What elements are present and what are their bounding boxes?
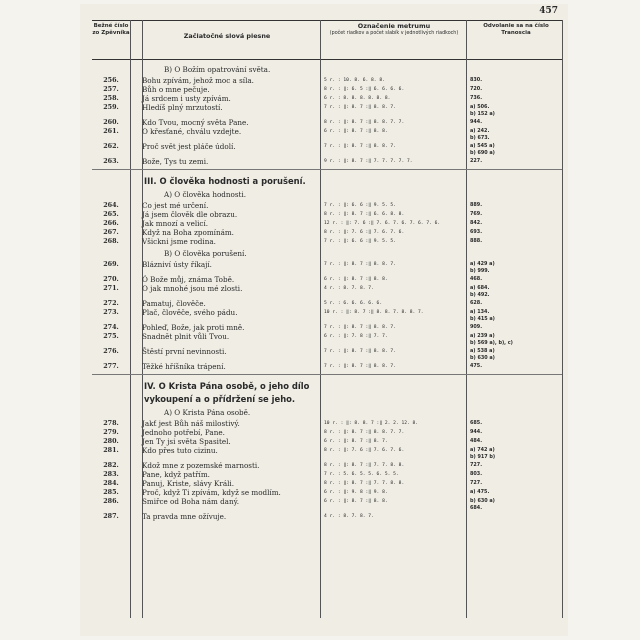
- song-number: 265.: [103, 210, 119, 218]
- section-heading-row: [92, 394, 562, 405]
- song-number: 273.: [103, 308, 119, 316]
- tranoscius-ref: a) 134.: [470, 309, 490, 315]
- song-meter: 7 r. : ‖: 8. 7 :‖ 8. 8. 7.: [324, 325, 396, 330]
- song-title: Bohu zpívám, jehož moc a síla.: [142, 76, 254, 85]
- song-number: 258.: [103, 94, 119, 102]
- tranoscius-ref: 944.: [470, 119, 483, 125]
- tranoscius-ref: a) 239 a): [470, 333, 495, 339]
- song-number: 282.: [103, 461, 119, 469]
- song-title: O křesťané, chválu vzdejte.: [142, 127, 242, 136]
- header-col-meter-label: Označenie metrumu: [357, 22, 431, 30]
- song-meter: 4 r. : 8. 7. 8. 7.: [324, 286, 374, 291]
- tranoscius-ref: a) 242.: [470, 128, 490, 134]
- song-number: 275.: [103, 332, 119, 340]
- subsection-heading: B) O člověka porušení.: [164, 249, 247, 258]
- song-meter: 5 r. : 6. 6. 6. 6. 6.: [324, 301, 383, 306]
- song-meter: 10 r. : ‖: 8. 8. 7 :‖ 2. 2. 12. 8.: [324, 421, 419, 426]
- song-title: Jen Ty jsi světa Spasitel.: [142, 437, 231, 446]
- song-title: Když na Boha zpomínám.: [142, 228, 234, 237]
- song-title: Snadnět plnit vůli Tvou.: [142, 332, 230, 341]
- song-row: [92, 362, 562, 371]
- song-number: 272.: [103, 299, 119, 307]
- song-row: [92, 275, 562, 284]
- tranoscius-ref: b) 999.: [470, 268, 490, 274]
- song-title: Hledíš plný mrzutostí.: [142, 103, 223, 112]
- song-meter: 6 r. : ‖: 8. 7 :‖ 8. 7.: [324, 439, 388, 444]
- subsection-heading: A) O Krista Pána osobě.: [164, 408, 251, 417]
- song-number: 264.: [103, 201, 119, 209]
- tranoscius-ref: 475.: [470, 363, 483, 369]
- song-row: [92, 299, 562, 308]
- song-number: 287.: [103, 512, 119, 520]
- song-row: [92, 85, 562, 94]
- tranoscius-ref: 684.: [470, 505, 483, 511]
- song-title: Bůh o mne pečuje.: [142, 85, 210, 94]
- tranoscius-ref: b) 673.: [470, 135, 490, 141]
- song-number: 274.: [103, 323, 119, 331]
- song-row: [92, 157, 562, 166]
- song-title: Všickni jsme rodina.: [142, 237, 216, 246]
- section-heading-row: [92, 176, 562, 187]
- header-col-meter-sub: (počet riadkov a počet slabík v jednotlivých riadkoch): [329, 31, 459, 36]
- song-title: Ó Bože můj, známa Tobě.: [142, 275, 235, 284]
- song-number: 257.: [103, 85, 119, 93]
- song-meter: 9 r. : ‖: 8. 7 :‖ 7. 7. 7. 7. 7.: [324, 159, 413, 164]
- tranoscius-ref: a) 684.: [470, 285, 490, 291]
- song-row: [92, 323, 562, 332]
- table-header: [92, 20, 562, 60]
- song-number: 260.: [103, 118, 119, 126]
- tranoscius-ref: a) 506.: [470, 104, 490, 110]
- song-title: Blázniví ústy říkají.: [142, 260, 212, 269]
- tranoscius-ref: b) 690 a): [470, 150, 495, 156]
- song-meter: 8 r. : ‖: 8. 7 :‖ 7. 7. 8. 8.: [324, 481, 405, 486]
- song-meter: 7 r. : ‖: 8. 7 :‖ 8. 8. 7.: [324, 144, 396, 149]
- song-meter: 8 r. : ‖: 7. 6 :‖ 7. 6. 7. 6.: [324, 230, 405, 235]
- song-row: [92, 461, 562, 470]
- song-meter: 6 r. : ‖: 9. 8 :‖ 9. 8.: [324, 490, 388, 495]
- song-meter: 10 r. : ‖: 8. 7 :‖ 8. 8. 7. 8. 8. 7.: [324, 310, 424, 315]
- song-meter: 5 r. : 10. 8. 6. 8. 8.: [324, 78, 385, 83]
- song-meter: 8 r. : ‖: 8. 7 :‖ 7. 7. 8. 8.: [324, 463, 405, 468]
- tranoscius-ref: 889.: [470, 202, 483, 208]
- song-row: [92, 201, 562, 210]
- song-row: [92, 219, 562, 228]
- song-meter: 6 r. : ‖: 8. 7 :‖ 8. 8.: [324, 129, 388, 134]
- song-meter: 8 r. : ‖: 6. 5 :‖ 6. 6. 6. 6.: [324, 87, 405, 92]
- song-meter: 4 r. : 8. 7. 8. 7.: [324, 514, 374, 519]
- song-meter: 7 r. : ‖: 6. 6 :‖ 9. 5. 5.: [324, 203, 396, 208]
- tranoscius-ref: a) 429 a): [470, 261, 495, 267]
- tranoscius-ref: 685.: [470, 420, 483, 426]
- song-title: Kdo přes tuto cizinu.: [142, 446, 218, 455]
- song-row: [92, 428, 562, 437]
- subsection-heading-row: [92, 190, 562, 199]
- song-number: 283.: [103, 470, 119, 478]
- song-meter: 8 r. : ‖: 8. 7 :‖ 8. 8. 7. 7.: [324, 120, 405, 125]
- subsection-heading: A) O člověka hodnosti.: [164, 190, 247, 199]
- tranoscius-ref: 736.: [470, 95, 483, 101]
- tranoscius-ref: 484.: [470, 438, 483, 444]
- song-row: [92, 437, 562, 446]
- song-row: [92, 76, 562, 85]
- song-meter: 12 r. : ‖: 7. 6 :‖ 7. 6. 7. 6. 7. 6. 7. 6.: [324, 221, 441, 226]
- song-number: 263.: [103, 157, 119, 165]
- song-title: Panuj, Kriste, slávy Králi.: [142, 479, 235, 488]
- tranoscius-ref: b) 917 b): [470, 454, 496, 460]
- tranoscius-ref: 720.: [470, 86, 483, 92]
- song-meter: 7 r. : ‖: 8. 7 :‖ 8. 8. 7.: [324, 262, 396, 267]
- tranoscius-ref: a) 475.: [470, 489, 490, 495]
- song-meter: 7 r. : ‖: 8. 7 :‖ 8. 8. 7.: [324, 364, 396, 369]
- song-row: [92, 118, 562, 127]
- song-title: Proč svět jest pláče údolí.: [142, 142, 236, 151]
- song-number: 277.: [103, 362, 119, 370]
- song-number: 269.: [103, 260, 119, 268]
- song-row: [92, 419, 562, 428]
- song-meter: 6 r. : ‖: 7. 8 :‖ 7. 7.: [324, 334, 388, 339]
- tranoscius-ref: 468.: [470, 276, 483, 282]
- tranoscius-ref: 727.: [470, 480, 483, 486]
- tranoscius-ref: 693.: [470, 229, 483, 235]
- page-number: 457: [539, 6, 558, 16]
- song-title: Jakť jest Bůh náš milostivý.: [142, 419, 240, 428]
- tranoscius-ref: a) 538 a): [470, 348, 495, 354]
- song-meter: 7 r. : ‖: 6. 6 :‖ 9. 5. 5.: [324, 239, 396, 244]
- song-meter: 8 r. : ‖: 8. 7 :‖ 6. 6. 8. 8.: [324, 212, 405, 217]
- song-title: Co jest mé určení.: [142, 201, 209, 210]
- section-heading-row: [92, 381, 562, 392]
- song-number: 280.: [103, 437, 119, 445]
- song-number: 284.: [103, 479, 119, 487]
- section-heading: IV. O Krista Pána osobě, o jeho dílo: [144, 381, 310, 391]
- song-number: 266.: [103, 219, 119, 227]
- tranoscius-ref: 227.: [470, 158, 483, 164]
- tranoscius-ref: b) 152 a): [470, 111, 495, 117]
- hymnal-page: [80, 4, 568, 636]
- song-number: 268.: [103, 237, 119, 245]
- song-meter: 7 r. : ‖: 8. 7 :‖ 8. 8. 7.: [324, 349, 396, 354]
- song-meter: 6 r. : ‖: 8. 7 :‖ 8. 8.: [324, 499, 388, 504]
- tranoscius-ref: b) 630 a): [470, 355, 495, 361]
- song-title: Plač, člověče, svého pádu.: [142, 308, 238, 317]
- song-row: [92, 94, 562, 103]
- song-meter: 6 r. : 8. 8. 8. 8. 8. 8.: [324, 96, 391, 101]
- song-number: 259.: [103, 103, 119, 111]
- song-number: 262.: [103, 142, 119, 150]
- song-title: Bože, Tys tu zemi.: [142, 157, 209, 166]
- subsection-heading: B) O Božím opatrování světa.: [164, 65, 271, 74]
- subsection-heading-row: [92, 65, 562, 74]
- song-number: 276.: [103, 347, 119, 355]
- section-divider: [92, 374, 562, 375]
- song-title: Kdo Tvou, mocný světa Pane.: [142, 118, 249, 127]
- section-divider: [92, 169, 562, 170]
- song-title: Smiřce od Boha nám daný.: [142, 497, 239, 506]
- song-title: Já srdcem i usty zpívám.: [142, 94, 231, 103]
- song-row: [92, 470, 562, 479]
- song-title: Jednoho potřebí, Pane.: [142, 428, 225, 437]
- song-title: Ta pravda mne ožívuje.: [142, 512, 227, 521]
- song-meter: 8 r. : ‖: 7. 6 :‖ 7. 6. 7. 6.: [324, 448, 405, 453]
- header-col-number: Bežné číslo zo Zpěvníka: [92, 23, 130, 36]
- song-meter: 7 r. : ‖: 8. 7 :‖ 8. 8. 7.: [324, 105, 396, 110]
- tranoscius-ref: 803.: [470, 471, 483, 477]
- song-meter: 6 r. : ‖: 8. 7 :‖ 8. 8.: [324, 277, 388, 282]
- subsection-heading-row: [92, 249, 562, 258]
- song-title: O jak mnohé jsou mé zlosti.: [142, 284, 243, 293]
- song-row: [92, 479, 562, 488]
- song-title: Pohleď, Bože, jak proti mně.: [142, 323, 245, 332]
- subsection-heading-row: [92, 408, 562, 417]
- tranoscius-ref: 628.: [470, 300, 483, 306]
- tranoscius-ref: 888.: [470, 238, 483, 244]
- song-number: 256.: [103, 76, 119, 84]
- song-row: [92, 228, 562, 237]
- tranoscius-ref: b) 569 a), b), c): [470, 340, 513, 346]
- tranoscius-ref: 769.: [470, 211, 483, 217]
- header-col-title: Začiatočné slová piesne: [183, 32, 271, 40]
- song-title: Jak mnozí a velicí.: [142, 219, 209, 228]
- song-number: 279.: [103, 428, 119, 436]
- tranoscius-ref: a) 545 a): [470, 143, 495, 149]
- song-row: [92, 488, 562, 497]
- tranoscius-ref: b) 415 a): [470, 316, 495, 322]
- song-row: [92, 237, 562, 246]
- header-col-ref: Odvolanie sa na číslo Tranoscia: [483, 23, 549, 36]
- song-number: 278.: [103, 419, 119, 427]
- song-number: 261.: [103, 127, 119, 135]
- song-title: Štěstí první nevinnosti.: [142, 347, 227, 356]
- section-heading: vykoupení a o přídržení se jeho.: [144, 394, 296, 404]
- song-title: Kdož mne z pozemské marnosti.: [142, 461, 260, 470]
- tranoscius-ref: a) 742 a): [470, 447, 495, 453]
- tranoscius-ref: 909.: [470, 324, 483, 330]
- song-meter: 8 r. : ‖: 8. 7 :‖ 8. 8. 7. 7.: [324, 430, 405, 435]
- tranoscius-ref: 727.: [470, 462, 483, 468]
- song-number: 281.: [103, 446, 119, 454]
- song-title: Pane, když patřím.: [142, 470, 210, 479]
- song-number: 270.: [103, 275, 119, 283]
- tranoscius-ref: 842.: [470, 220, 483, 226]
- song-number: 285.: [103, 488, 119, 496]
- song-row: [92, 210, 562, 219]
- column-divider: [562, 20, 563, 618]
- song-number: 267.: [103, 228, 119, 236]
- song-number: 271.: [103, 284, 119, 292]
- section-heading: III. O člověka hodnosti a porušení.: [144, 176, 306, 186]
- tranoscius-ref: b) 492.: [470, 292, 490, 298]
- song-meter: 7 r. : 5. 6. 5. 5. 6. 5. 5.: [324, 472, 399, 477]
- song-row: [92, 512, 562, 521]
- tranoscius-ref: 830.: [470, 77, 483, 83]
- song-title: Pamatuj, člověče.: [142, 299, 206, 308]
- song-title: Já jsem člověk dle obrazu.: [142, 210, 238, 219]
- song-title: Těžké hříšníka trápení.: [142, 362, 226, 371]
- song-number: 286.: [103, 497, 119, 505]
- song-title: Proč, když Ti zpívám, když se modlím.: [142, 488, 281, 497]
- tranoscius-ref: b) 630 a): [470, 498, 495, 504]
- header-col-meter: [324, 23, 464, 37]
- tranoscius-ref: 944.: [470, 429, 483, 435]
